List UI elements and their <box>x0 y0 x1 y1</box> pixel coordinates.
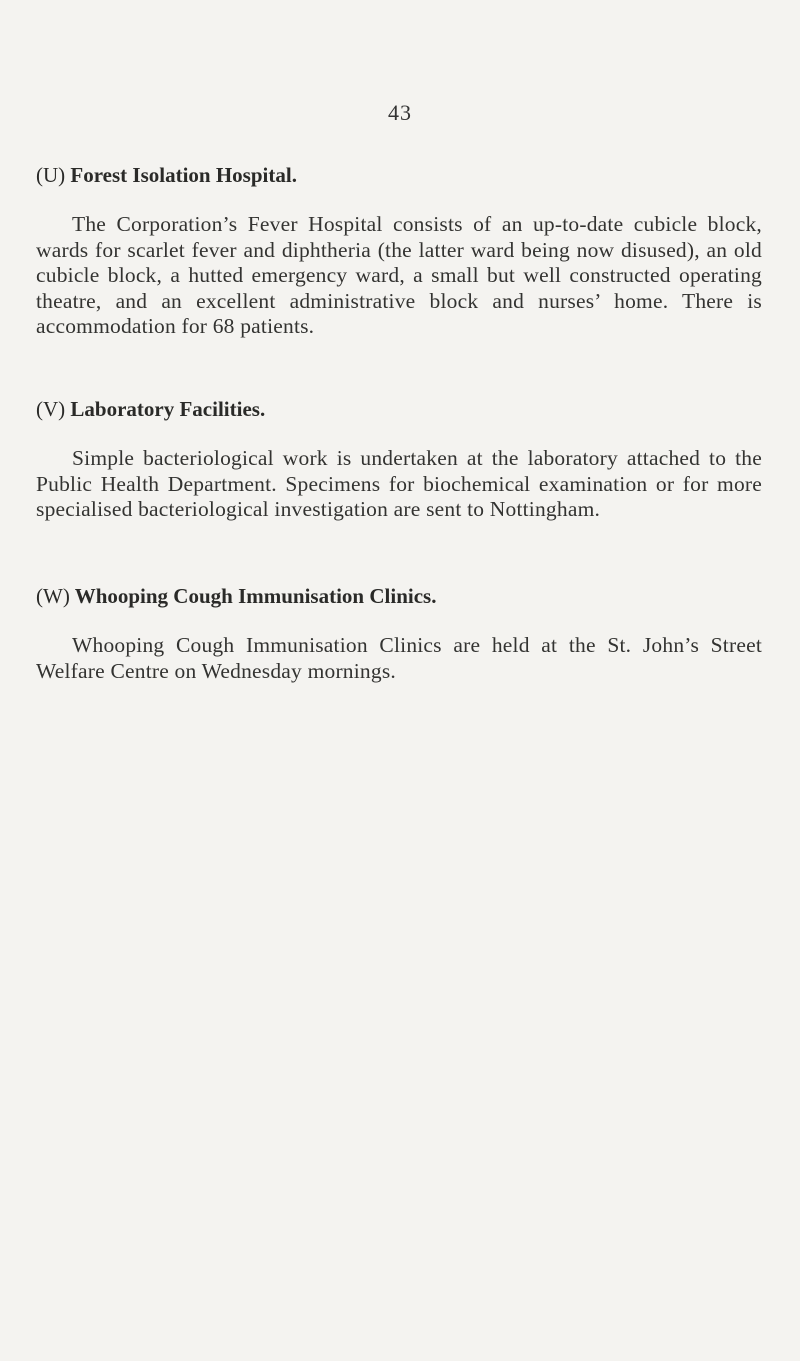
section-title: Laboratory Facilities. <box>70 397 266 421</box>
section-title: Forest Isolation Hospital. <box>70 163 297 187</box>
section-heading <box>36 162 762 188</box>
section-body: The Corporation’s Fever Hospital consists of an up-to-date cubicle block, wards for scarlet fever and diphtheria (the latter ward being now disused), an old cubicle block, a hutted emergency ward, a small but well constructed operating theatre, and an excellent administrative block and nurses’ home. There is accommodation for 68 patients. <box>36 212 762 338</box>
section-title: Whooping Cough Immunisation Clinics. <box>74 584 437 608</box>
section-letter: (V) <box>36 397 66 421</box>
section-letter: (U) <box>36 163 66 187</box>
section-body: Simple bacteriological work is undertaken at the laboratory attached to the Public Health Department. Specimens for biochemical examination or for more specialised bacteriological investigation are sent to Nottingham. <box>36 446 762 521</box>
section-forest-isolation-hospital <box>36 162 762 340</box>
section-whooping-cough-clinics <box>36 583 762 684</box>
page-number: 43 <box>388 100 412 125</box>
section-letter: (W) <box>36 584 70 608</box>
section-heading <box>36 583 762 609</box>
section-heading <box>36 396 762 422</box>
section-laboratory-facilities <box>36 396 762 523</box>
section-body: Whooping Cough Immunisation Clinics are held at the St. John’s Street Welfare Centre on Wednesday mornings. <box>36 633 762 683</box>
